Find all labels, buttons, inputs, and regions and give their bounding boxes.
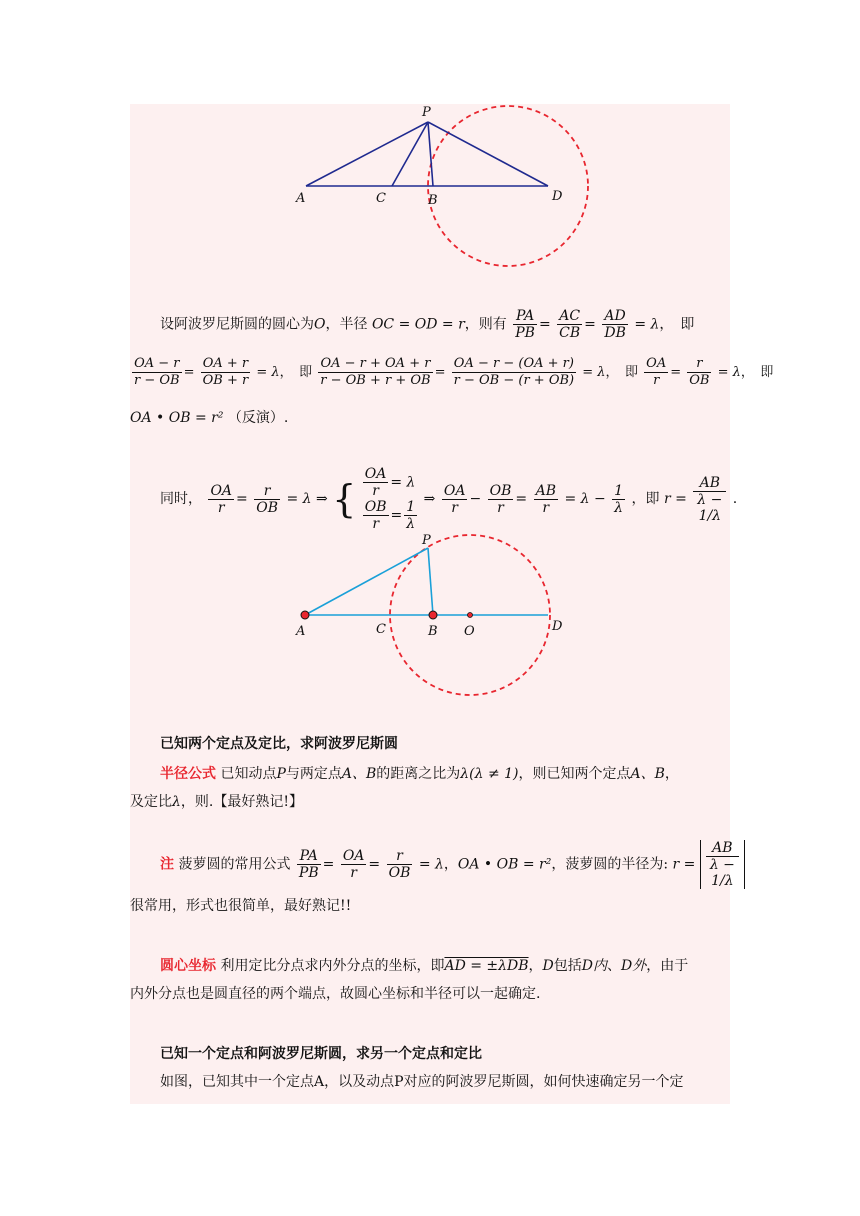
label-P-2: P	[422, 533, 431, 548]
segment-PA-2	[305, 548, 428, 615]
paragraph-4: 同时， $\frac{OA}{r}$ = $\frac{r}{OB}$ = λ ⇒ { $\frac{OA}{r}$ = λ $\frac{OB}{r}$ = $\frac{1}{\lambda}$ ⇒ $\frac{OA}{r}$ − $\frac{OB}{r}$ = $\frac{AB}{r}$ = λ − $\frac{1}{\lambda}$ ，即 r = AB λ − 1/λ .	[160, 466, 738, 532]
segment-PB	[428, 122, 433, 186]
heading-2: 已知一个定点和阿波罗尼斯圆，求另一个定点和定比	[160, 1046, 482, 1062]
center-line-2: 内外分点也是圆直径的两个端点，故圆心坐标和半径可以一起确定.	[130, 986, 541, 1002]
figure-2	[130, 532, 730, 702]
note-line-2: 很常用，形式也很简单，最好熟记!!	[130, 898, 352, 914]
center-label: 圆心坐标	[160, 958, 216, 974]
label-A: A	[296, 191, 306, 206]
label-C: C	[376, 191, 386, 206]
radius-formula-label: 半径公式	[160, 766, 216, 782]
figure-1	[130, 104, 730, 274]
content-panel	[130, 104, 774, 1104]
paragraph-1: 设阿波罗尼斯圆的圆心为O，半径 OC = OD = r，则有 $\frac{PA}{PB}$ = $\frac{AC}{CB}$ = $\frac{AD}{DB}$ = λ， 即	[160, 308, 695, 341]
heading-1: 已知两个定点及定比，求阿波罗尼斯圆	[160, 736, 398, 752]
label-B-2: B	[428, 624, 438, 639]
center-line-1: 圆心坐标 利用定比分点求内外分点的坐标，即AD = ±λDB，D包括D内、D外，由于	[160, 958, 689, 974]
note-label: 注	[160, 856, 174, 873]
segment-PB-2	[428, 548, 433, 615]
point-O	[468, 613, 473, 618]
note-line-1: 注 菠萝圆的常用公式 $\frac{PA}{PB}$ = $\frac{OA}{r}$ = $\frac{r}{OB}$ = λ，OA • OB = r²，菠萝圆的半径为: r = AB λ − 1/λ	[160, 840, 760, 889]
segment-PD	[428, 122, 548, 186]
label-P: P	[422, 105, 431, 120]
label-B: B	[428, 193, 438, 208]
point-B	[429, 611, 437, 619]
label-O-2: O	[464, 624, 475, 639]
paragraph-2: $\frac{OA - r}{r - OB}$ = $\frac{OA + r}{OB + r}$ = λ， 即 $\frac{OA - r + OA + r}{r - OB + r + OB}$ = $\frac{OA - r - (OA + r)}{r - OB - (r + OB)}$ = λ， 即 $\frac{OA}{r}$ = $\frac{r}{OB}$ = λ， 即	[134, 356, 774, 388]
radius-formula-line-2: 及定比λ，则.【最好熟记!】	[130, 794, 303, 810]
point-A	[301, 611, 309, 619]
label-D-2: D	[552, 619, 563, 634]
label-A-2: A	[296, 624, 306, 639]
label-D: D	[552, 189, 563, 204]
label-C-2: C	[376, 622, 386, 637]
last-line: 如图，已知其中一个定点A，以及动点P对应的阿波罗尼斯圆，如何快速确定另一个定	[160, 1074, 684, 1090]
paragraph-3: OA • OB = r² （反演）.	[130, 410, 289, 426]
radius-formula-line-1: 半径公式 已知动点P与两定点A、B的距离之比为λ(λ ≠ 1)，则已知两个定点A、B，	[160, 766, 679, 782]
